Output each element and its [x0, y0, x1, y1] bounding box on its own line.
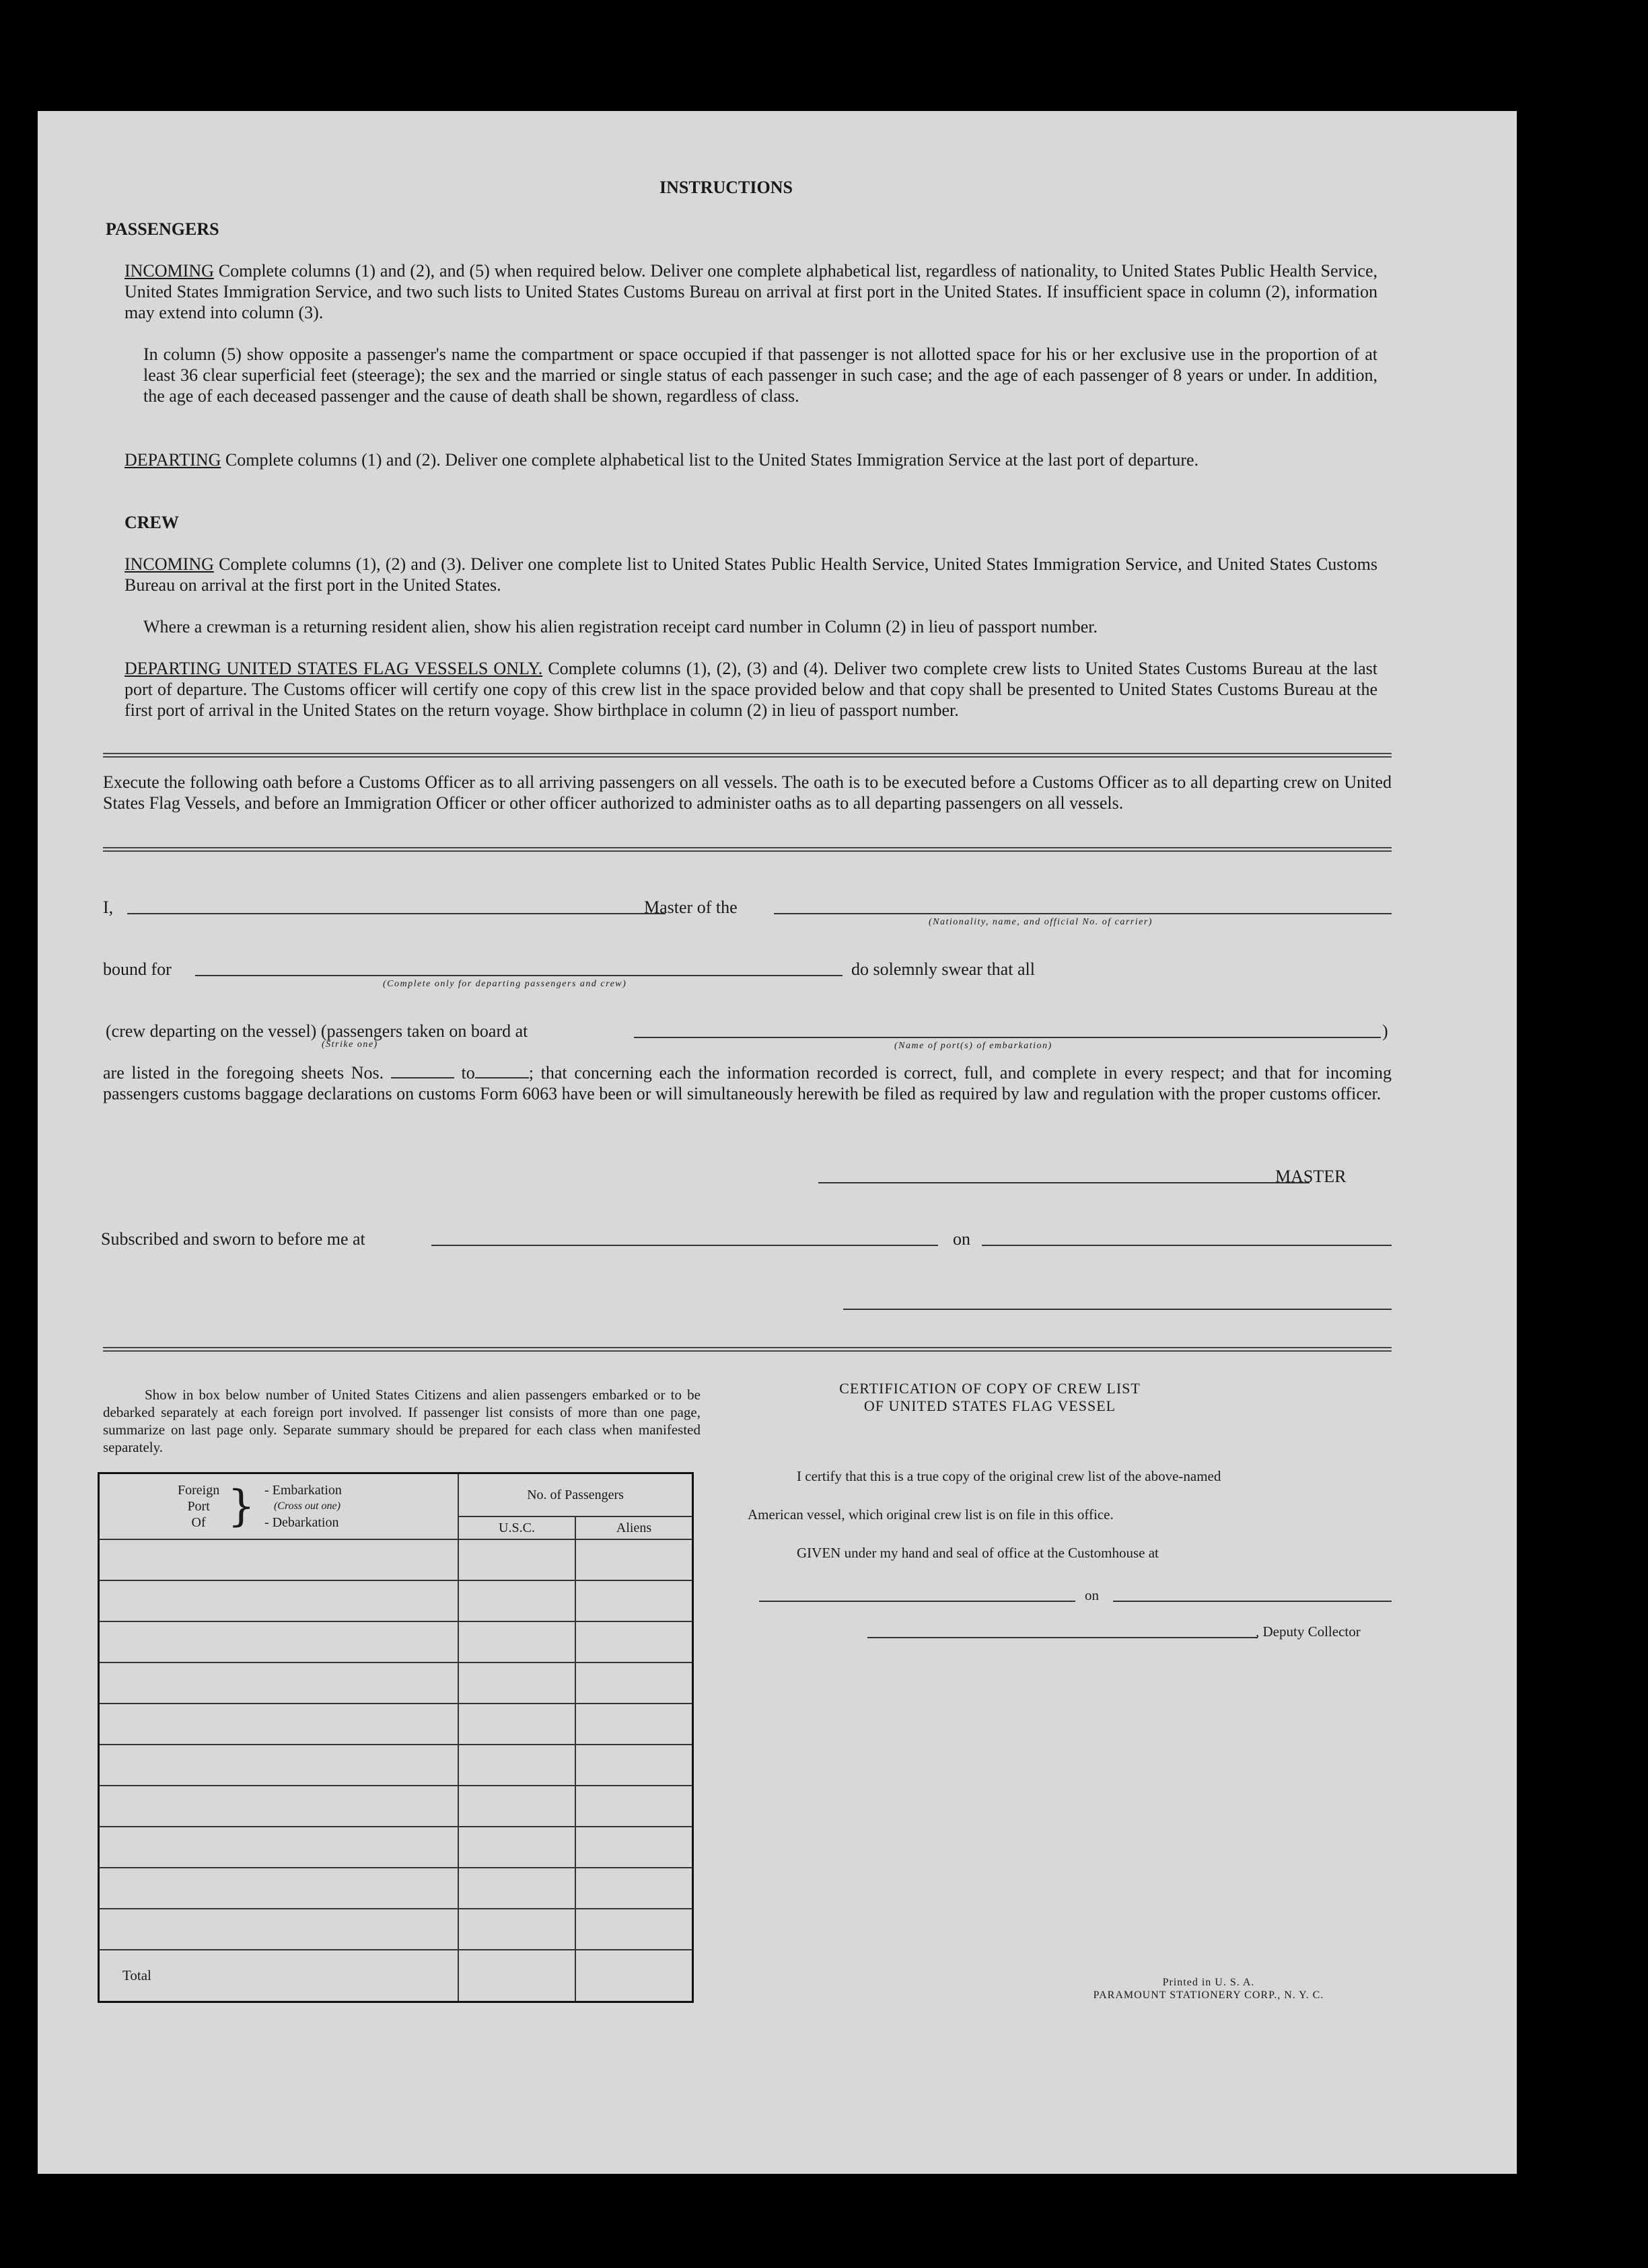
oath-instructions: Execute the following oath before a Customs Officer as to all arriving passengers on all vessels. The oath is to be executed before a Customs Officer as to all departing crew on United States Flag Vessels, and before an Immigration Officer or other officer authorized to administer oaths as to all departing passengers on all vessels.	[103, 772, 1392, 813]
passengers-departing-lead: DEPARTING	[124, 450, 221, 470]
oath-master-of-the: Master of the	[644, 898, 738, 917]
certification-title	[812, 1380, 1168, 1415]
passengers-incoming-paragraph	[124, 260, 1377, 323]
aliens-cell[interactable]	[575, 1621, 693, 1662]
summary-embarkation: - Embarkation	[264, 1482, 342, 1498]
master-label: MASTER	[1275, 1167, 1347, 1186]
oath-embark-caption: (Name of port(s) of embarkation)	[894, 1041, 1052, 1051]
aliens-cell[interactable]	[575, 1868, 693, 1909]
port-cell[interactable]	[99, 1827, 459, 1868]
divider-1	[103, 753, 1392, 758]
passengers-incoming-lead: INCOMING	[124, 261, 214, 281]
aliens-cell[interactable]	[575, 1827, 693, 1868]
certification-place-field[interactable]	[759, 1601, 1075, 1602]
officer-signature-field[interactable]	[843, 1309, 1392, 1310]
certification-line-3: GIVEN under my hand and seal of office at the Customhouse at	[797, 1545, 1159, 1561]
oath-sheet-to-field[interactable]	[475, 1064, 529, 1078]
summary-of: Of	[191, 1514, 206, 1530]
oath-listed-to: to	[461, 1063, 475, 1083]
oath-swear: do solemnly swear that all	[851, 959, 1035, 979]
crew-heading: CREW	[124, 513, 179, 532]
table-row	[99, 1580, 693, 1621]
subscribed-place-field[interactable]	[431, 1245, 938, 1246]
oath-bound-for-field[interactable]	[195, 975, 843, 976]
oath-listed-1: are listed in the foregoing sheets Nos.	[103, 1063, 384, 1083]
subscribed-date-field[interactable]	[982, 1245, 1392, 1246]
oath-i-label: I,	[103, 898, 114, 917]
port-cell[interactable]	[99, 1580, 459, 1621]
crew-departing-text: Complete columns (1), (2), (3) and (4). Deliver two complete crew lists to United States Customs Bureau at the last port of departure. The Customs officer will certify one copy of this crew list in the space provided below and that copy shall be presented to United States Customs Bureau at the first port of arrival in the United States on the return voyage. Show birthplace in column (2) in lieu of passport number.	[124, 659, 1378, 720]
crew-departing-lead: DEPARTING UNITED STATES FLAG VESSELS ONLY.	[124, 659, 543, 678]
table-row	[99, 1704, 693, 1745]
usc-cell[interactable]	[458, 1786, 575, 1827]
oath-sheet-from-field[interactable]	[391, 1064, 454, 1078]
certification-title-1: CERTIFICATION OF COPY OF CREW LIST	[839, 1380, 1141, 1397]
aliens-cell[interactable]	[575, 1786, 693, 1827]
subscribed-on-label: on	[953, 1229, 970, 1249]
aliens-cell[interactable]	[575, 1704, 693, 1745]
table-row	[99, 1621, 693, 1662]
total-usc-cell[interactable]	[458, 1950, 575, 2002]
port-cell[interactable]	[99, 1621, 459, 1662]
table-row	[99, 1539, 693, 1580]
port-cell[interactable]	[99, 1786, 459, 1827]
printer-footer	[1054, 1976, 1363, 2002]
crew-resident-alien-paragraph: Where a crewman is a returning resident alien, show his alien registration receipt card number in Column (2) in lieu of passport number.	[143, 617, 1098, 636]
certification-date-field[interactable]	[1113, 1601, 1392, 1602]
passengers-incoming-text: Complete columns (1) and (2), and (5) when required below. Deliver one complete alphabetical list, regardless of nationality, to United States Public Health Service, United States Immigration Service, and two such lists to United States Customs Bureau on arrival at first port in the United States. If insufficient space in column (2), information may extend into column (3).	[124, 261, 1377, 322]
table-row	[99, 1662, 693, 1704]
summary-port-header	[99, 1473, 459, 1539]
oath-bound-caption: (Complete only for departing passengers and crew)	[383, 979, 627, 989]
usc-cell[interactable]	[458, 1662, 575, 1704]
total-aliens-cell[interactable]	[575, 1950, 693, 2002]
table-row	[99, 1827, 693, 1868]
oath-embarkation-field[interactable]	[634, 1037, 1381, 1038]
total-row	[99, 1950, 693, 2002]
port-cell[interactable]	[99, 1539, 459, 1580]
certification-deputy: , Deputy Collector	[1256, 1623, 1361, 1640]
aliens-cell[interactable]	[575, 1662, 693, 1704]
divider-2	[103, 847, 1392, 852]
port-cell[interactable]	[99, 1704, 459, 1745]
oath-carrier-field[interactable]	[774, 913, 1392, 914]
crew-incoming-text: Complete columns (1), (2) and (3). Deliver one complete list to United States Public Health Service, United States Immigration Service, and United States Customs Bureau on arrival at the first port in the United States.	[124, 554, 1377, 595]
divider-3	[103, 1347, 1392, 1352]
form-sheet	[38, 111, 1517, 2174]
summary-debarkation: - Debarkation	[264, 1514, 339, 1530]
certification-line-2: American vessel, which original crew list is on file in this office.	[748, 1506, 1114, 1523]
port-cell[interactable]	[99, 1662, 459, 1704]
deputy-signature-field[interactable]	[867, 1637, 1258, 1638]
table-row	[99, 1786, 693, 1827]
aliens-cell[interactable]	[575, 1909, 693, 1950]
usc-cell[interactable]	[458, 1868, 575, 1909]
summary-usc-header: U.S.C.	[458, 1516, 575, 1539]
usc-cell[interactable]	[458, 1580, 575, 1621]
summary-instructions: Show in box below number of United States Citizens and alien passengers embarked or to be debarked separately at each foreign port involved. If passenger list consists of more than one page, summarize on last page only. Separate summary should be prepared for each class when manifested separately.	[103, 1387, 701, 1455]
summary-port: Port	[187, 1498, 210, 1514]
summary-cross-out: (Cross out one)	[273, 1500, 341, 1512]
table-row	[99, 1909, 693, 1950]
summary-foreign: Foreign	[178, 1482, 220, 1498]
oath-listed-2: ; that concerning each the information recorded is correct, full, and complete in every respect; and that for incoming passengers customs baggage declarations on customs Form 6063 have been or will simultaneously herewith be filed as required by law and regulation with the proper customs officer.	[103, 1063, 1392, 1103]
usc-cell[interactable]	[458, 1909, 575, 1950]
crew-incoming-paragraph	[124, 554, 1377, 595]
oath-crew-departing: (crew departing on the vessel) (passengers taken on board at	[106, 1021, 528, 1041]
passengers-column5-paragraph: In column (5) show opposite a passenger's name the compartment or space occupied if that passenger is not allotted space for his or her exclusive use in the proportion of at least 36 clear superficial feet (steerage); the sex and the married or single status of each passenger in such case; and the age of each passenger of 8 years or under. In addition, the age of each deceased passenger and the cause of death shall be shown, regardless of class.	[143, 344, 1377, 406]
brace-icon: }	[227, 1481, 255, 1531]
table-row	[99, 1745, 693, 1786]
oath-bound-for: bound for	[103, 959, 172, 979]
summary-total-label: Total	[99, 1950, 459, 2002]
usc-cell[interactable]	[458, 1621, 575, 1662]
oath-carrier-caption: (Nationality, name, and official No. of carrier)	[929, 917, 1153, 927]
certification-on-label: on	[1085, 1587, 1099, 1603]
port-cell[interactable]	[99, 1868, 459, 1909]
passengers-departing-text: Complete columns (1) and (2). Deliver one complete alphabetical list to the United States Immigration Service at the last port of departure.	[221, 450, 1199, 470]
usc-cell[interactable]	[458, 1827, 575, 1868]
crew-incoming-lead: INCOMING	[124, 554, 214, 574]
summary-aliens-header: Aliens	[575, 1516, 693, 1539]
usc-cell[interactable]	[458, 1745, 575, 1786]
usc-cell[interactable]	[458, 1704, 575, 1745]
subscribed-label: Subscribed and sworn to before me at	[101, 1229, 365, 1249]
printed-in: Printed in U. S. A.	[1162, 1977, 1255, 1988]
summary-no-passengers-header: No. of Passengers	[458, 1473, 693, 1516]
aliens-cell[interactable]	[575, 1580, 693, 1621]
passengers-heading: PASSENGERS	[106, 219, 219, 239]
aliens-cell[interactable]	[575, 1539, 693, 1580]
oath-strike-one: (Strike one)	[322, 1039, 378, 1050]
aliens-cell[interactable]	[575, 1745, 693, 1786]
oath-listed-paragraph	[103, 1062, 1392, 1104]
port-cell[interactable]	[99, 1909, 459, 1950]
page-title: INSTRUCTIONS	[659, 178, 793, 197]
usc-cell[interactable]	[458, 1539, 575, 1580]
certification-line-1: I certify that this is a true copy of the original crew list of the above-named	[797, 1468, 1221, 1484]
oath-name-field[interactable]	[127, 913, 666, 914]
printer-name: PARAMOUNT STATIONERY CORP., N. Y. C.	[1093, 1989, 1324, 2001]
table-row	[99, 1868, 693, 1909]
crew-departing-paragraph	[124, 658, 1377, 721]
oath-close-paren: )	[1382, 1021, 1388, 1041]
passengers-departing-paragraph	[124, 449, 1377, 470]
port-cell[interactable]	[99, 1745, 459, 1786]
passenger-summary-table	[98, 1472, 694, 2003]
master-signature-field[interactable]	[818, 1182, 1310, 1183]
certification-title-2: OF UNITED STATES FLAG VESSEL	[863, 1397, 1116, 1414]
